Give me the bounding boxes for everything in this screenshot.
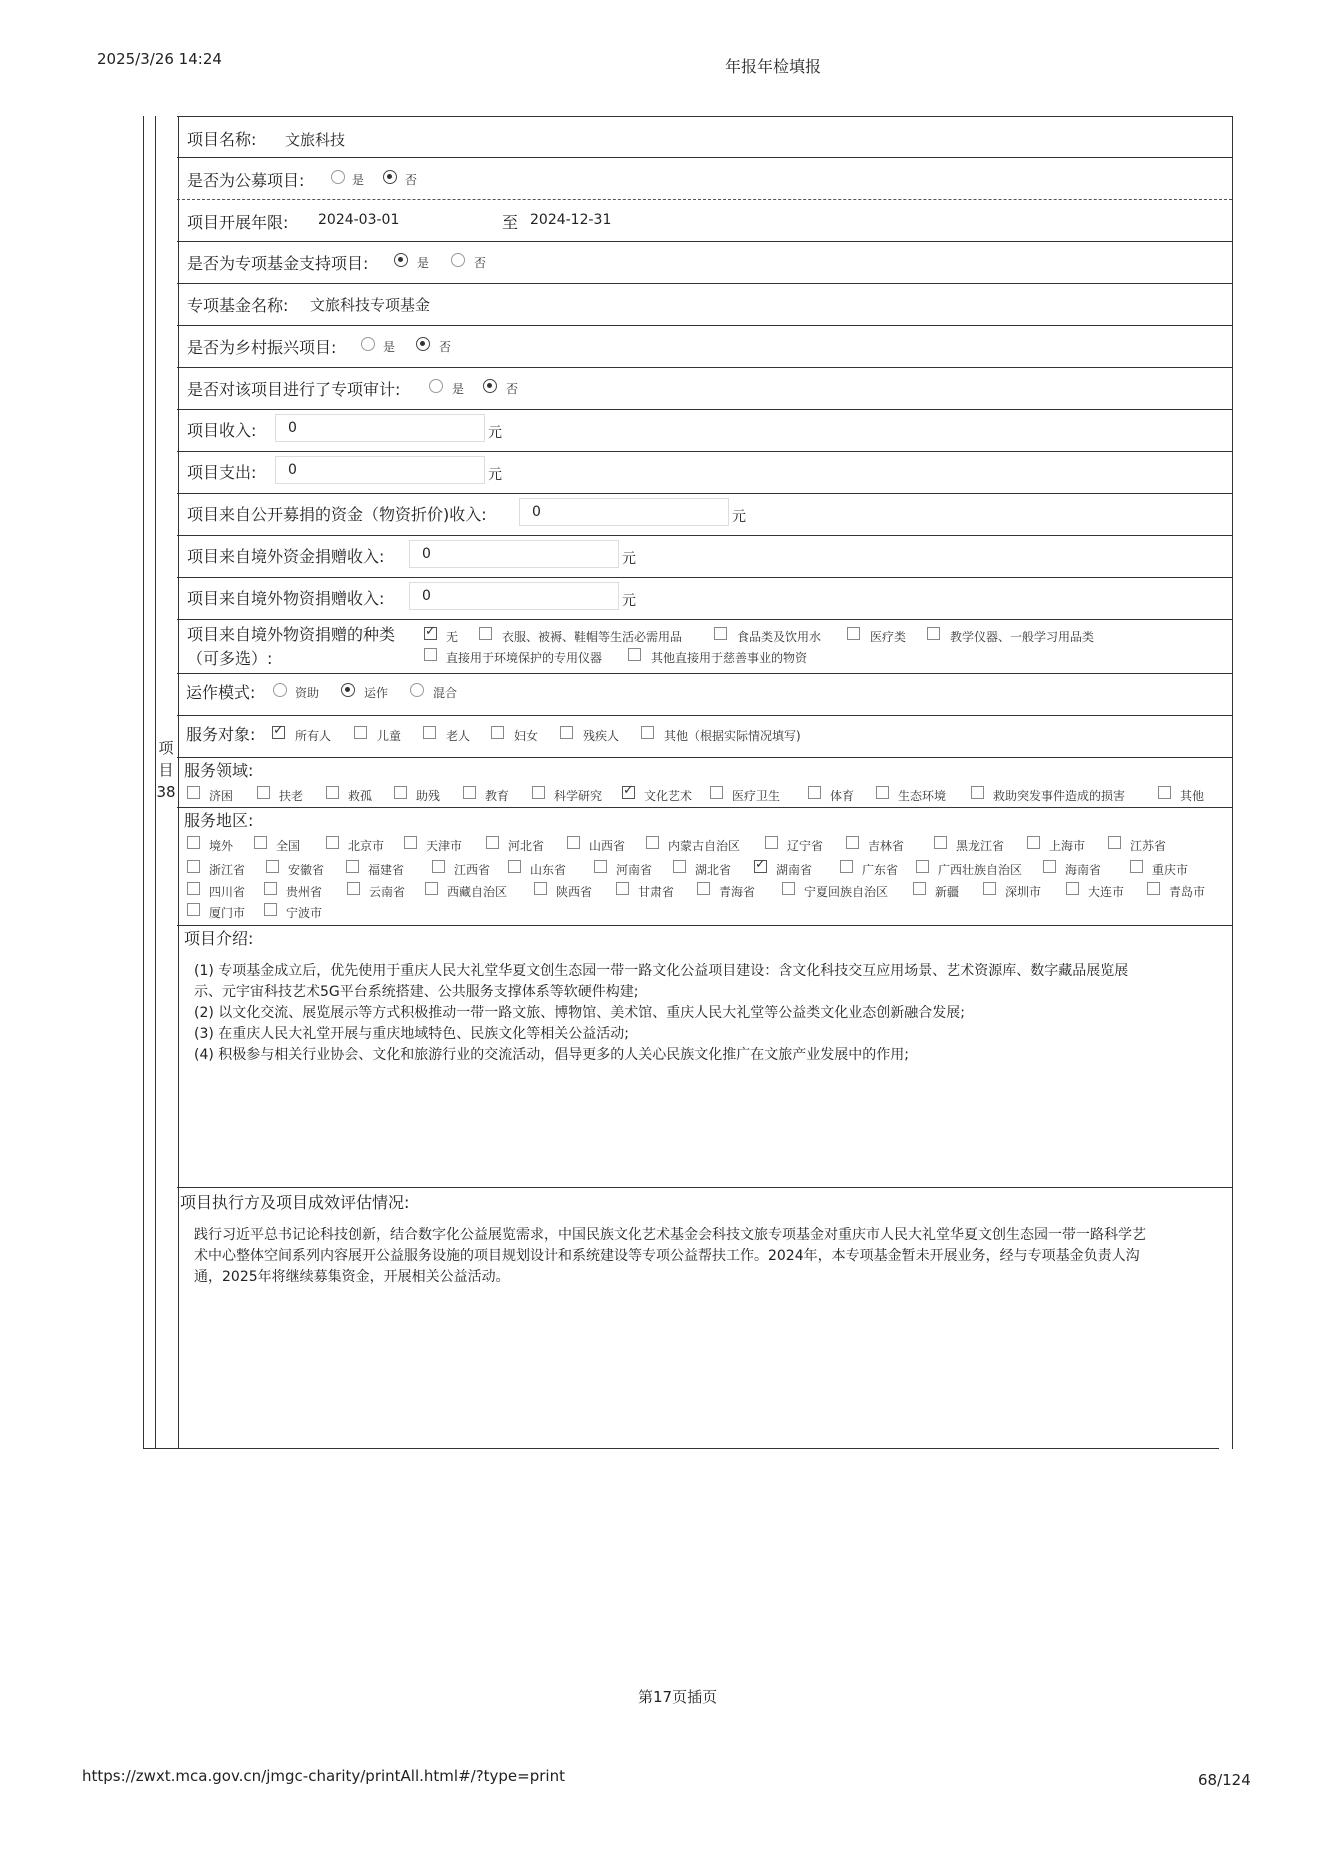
material-teaching-checkbox[interactable] xyxy=(927,627,940,640)
area-option-text: 河南省 xyxy=(616,863,653,877)
intro-line-5: (4) 积极参与相关行业协会、文化和旅游行业的交流活动，倡导更多的人关心民族文化推广在文旅产业发展中的作用; xyxy=(194,1047,909,1063)
area-option-checkbox[interactable] xyxy=(254,836,267,849)
field-option-checkbox[interactable] xyxy=(257,786,270,799)
special-fund-label: 是否为专项基金支持项目: xyxy=(187,254,369,273)
area-option-checkbox[interactable] xyxy=(266,860,279,873)
area-option-text: 北京市 xyxy=(348,839,385,853)
special-fund-name-label: 专项基金名称: xyxy=(187,296,289,315)
area-option-checkbox[interactable] xyxy=(983,882,996,895)
target-disabled-text: 残疾人 xyxy=(583,729,620,743)
area-option-text: 新疆 xyxy=(935,885,960,899)
area-option-text: 山东省 xyxy=(530,863,567,877)
area-option-text: 境外 xyxy=(209,839,234,853)
operation-operate-text: 运作 xyxy=(364,686,389,700)
row-operation-mode xyxy=(177,674,1232,716)
income-input[interactable]: 0 xyxy=(275,414,485,442)
page-title: 年报年检填报 xyxy=(725,57,822,76)
field-option-checkbox[interactable] xyxy=(808,786,821,799)
area-option-text: 河北省 xyxy=(508,839,545,853)
field-option-text: 科学研究 xyxy=(554,789,603,803)
operation-funding-text: 资助 xyxy=(295,686,320,700)
service-field-label: 服务领域: xyxy=(184,761,254,780)
public-income-input[interactable]: 0 xyxy=(519,498,729,526)
area-option-checkbox[interactable] xyxy=(486,836,499,849)
rural-yes-radio[interactable] xyxy=(361,337,375,351)
field-option-text: 教育 xyxy=(485,789,510,803)
material-types-multi-label: （可多选）: xyxy=(187,649,273,668)
area-option-text: 陕西省 xyxy=(556,885,593,899)
field-option-text: 体育 xyxy=(830,789,855,803)
material-none-checkbox[interactable] xyxy=(424,627,437,640)
special-fund-name-value: 文旅科技专项基金 xyxy=(310,296,431,314)
field-option-checkbox[interactable] xyxy=(463,786,476,799)
field-option-checkbox[interactable] xyxy=(876,786,889,799)
intro-line-4: (3) 在重庆人民大礼堂开展与重庆地域特色、民族文化等相关公益活动; xyxy=(194,1026,629,1042)
area-option-checkbox[interactable] xyxy=(187,903,200,916)
target-disabled-checkbox[interactable] xyxy=(560,726,573,739)
area-option-text: 江苏省 xyxy=(1130,839,1167,853)
area-option-checkbox[interactable] xyxy=(916,860,929,873)
rural-no-radio[interactable] xyxy=(416,337,430,351)
service-target-label: 服务对象: xyxy=(186,725,256,744)
print-datetime: 2025/3/26 14:24 xyxy=(97,50,222,68)
operation-mode-label: 运作模式: xyxy=(186,683,256,702)
material-types-label: 项目来自境外物资捐赠的种类 xyxy=(187,625,396,644)
audited-yes-radio[interactable] xyxy=(429,379,443,393)
area-option-text: 深圳市 xyxy=(1005,885,1042,899)
overseas-material-label: 项目来自境外物资捐赠收入: xyxy=(187,589,385,608)
area-option-text: 甘肃省 xyxy=(638,885,675,899)
area-option-checkbox[interactable] xyxy=(404,836,417,849)
area-option-checkbox[interactable] xyxy=(534,882,547,895)
area-option-text: 广西壮族自治区 xyxy=(938,863,1023,877)
area-option-checkbox[interactable] xyxy=(347,882,360,895)
special-fund-yes-radio[interactable] xyxy=(394,253,408,267)
area-option-text: 辽宁省 xyxy=(787,839,824,853)
area-option-text: 黑龙江省 xyxy=(956,839,1005,853)
field-option-text: 其他 xyxy=(1180,789,1205,803)
field-option-checkbox[interactable] xyxy=(971,786,984,799)
print-url: https://zwxt.mca.gov.cn/jmgc-charity/printAll.html#/?type=print xyxy=(82,1767,565,1785)
public-fundraising-yes-radio[interactable] xyxy=(331,170,345,184)
area-option-checkbox[interactable] xyxy=(1130,860,1143,873)
area-option-text: 福建省 xyxy=(368,863,405,877)
area-option-checkbox[interactable] xyxy=(765,836,778,849)
rural-label: 是否为乡村振兴项目: xyxy=(187,338,337,357)
area-option-checkbox[interactable] xyxy=(697,882,710,895)
material-other-checkbox[interactable] xyxy=(628,648,641,661)
area-option-checkbox[interactable] xyxy=(840,860,853,873)
special-fund-no-radio[interactable] xyxy=(451,253,465,267)
area-option-checkbox[interactable] xyxy=(567,836,580,849)
area-option-checkbox[interactable] xyxy=(1066,882,1079,895)
public-fundraising-no-text: 否 xyxy=(405,173,418,187)
area-option-text: 吉林省 xyxy=(868,839,905,853)
area-option-text: 宁夏回族自治区 xyxy=(804,885,889,899)
project-name-value: 文旅科技 xyxy=(285,131,346,149)
period-end-value: 2024-12-31 xyxy=(530,212,612,228)
area-option-text: 青海省 xyxy=(719,885,756,899)
overseas-fund-input[interactable]: 0 xyxy=(409,540,619,568)
target-children-checkbox[interactable] xyxy=(354,726,367,739)
field-option-text: 救助突发事件造成的损害 xyxy=(993,789,1126,803)
area-option-checkbox[interactable] xyxy=(616,882,629,895)
period-label: 项目开展年限: xyxy=(187,213,289,232)
area-option-checkbox[interactable] xyxy=(913,882,926,895)
public-fundraising-yes-text: 是 xyxy=(352,173,365,187)
field-option-checkbox[interactable] xyxy=(1158,786,1171,799)
area-option-checkbox[interactable] xyxy=(187,882,200,895)
material-medical-text: 医疗类 xyxy=(870,630,907,644)
target-children-text: 儿童 xyxy=(377,729,402,743)
area-option-checkbox[interactable] xyxy=(264,882,277,895)
expense-unit: 元 xyxy=(488,467,502,483)
area-option-checkbox[interactable] xyxy=(754,860,767,873)
intro-line-3: (2) 以文化交流、展览展示等方式积极推动一带一路文旅、博物馆、美术馆、重庆人民大礼堂等公益类文化业态创新融合发展; xyxy=(194,1005,965,1021)
material-other-text: 其他直接用于慈善事业的物资 xyxy=(651,651,808,665)
evaluation-line-2: 术中心整体空间系列内容展开公益服务设施的项目规划设计和系统建设等专项公益帮扶工作。2024年，本专项基金暂未开展业务，经与专项基金负责人沟 xyxy=(194,1248,1140,1264)
overseas-fund-label: 项目来自境外资金捐赠收入: xyxy=(187,547,385,566)
public-fundraising-label: 是否为公募项目: xyxy=(187,171,305,190)
expense-input[interactable]: 0 xyxy=(275,456,485,484)
area-option-checkbox[interactable] xyxy=(432,860,445,873)
area-option-text: 江西省 xyxy=(454,863,491,877)
field-option-checkbox[interactable] xyxy=(622,786,635,799)
area-option-checkbox[interactable] xyxy=(187,860,200,873)
operation-mixed-text: 混合 xyxy=(433,686,458,700)
area-option-text: 安徽省 xyxy=(288,863,325,877)
evaluation-label: 项目执行方及项目成效评估情况: xyxy=(180,1193,410,1212)
target-elderly-checkbox[interactable] xyxy=(423,726,436,739)
field-option-checkbox[interactable] xyxy=(710,786,723,799)
area-option-checkbox[interactable] xyxy=(1108,836,1121,849)
area-option-checkbox[interactable] xyxy=(264,903,277,916)
area-option-checkbox[interactable] xyxy=(1147,882,1160,895)
operation-operate-radio[interactable] xyxy=(341,683,355,697)
area-option-text: 天津市 xyxy=(426,839,463,853)
area-option-checkbox[interactable] xyxy=(934,836,947,849)
material-medical-checkbox[interactable] xyxy=(847,627,860,640)
field-option-text: 救孤 xyxy=(348,789,373,803)
area-option-checkbox[interactable] xyxy=(846,836,859,849)
audited-no-radio[interactable] xyxy=(483,379,497,393)
target-other-checkbox[interactable] xyxy=(641,726,654,739)
intro-label: 项目介绍: xyxy=(184,929,254,948)
income-label: 项目收入: xyxy=(187,421,257,440)
overseas-fund-unit: 元 xyxy=(622,551,636,567)
public-fundraising-no-radio[interactable] xyxy=(383,170,397,184)
area-option-text: 全国 xyxy=(276,839,301,853)
rural-yes-text: 是 xyxy=(383,340,396,354)
area-option-checkbox[interactable] xyxy=(187,836,200,849)
area-option-checkbox[interactable] xyxy=(646,836,659,849)
evaluation-line-1: 践行习近平总书记论科技创新，结合数字化公益展览需求，中国民族文化艺术基金会科技文旅专项基金对重庆市人民大礼堂华夏文创生态园一带一路科学艺 xyxy=(194,1227,1146,1243)
target-women-text: 妇女 xyxy=(514,729,539,743)
area-option-text: 上海市 xyxy=(1049,839,1086,853)
area-option-checkbox[interactable] xyxy=(326,836,339,849)
area-option-text: 四川省 xyxy=(209,885,246,899)
target-all-text: 所有人 xyxy=(295,729,332,743)
area-option-text: 青岛市 xyxy=(1169,885,1206,899)
expense-label: 项目支出: xyxy=(187,463,257,482)
intro-line-1: (1) 专项基金成立后，优先使用于重庆人民大礼堂华夏文创生态园一带一路文化公益项目建设：含文化科技交互应用场景、艺术资源库、数字藏品展览展 xyxy=(194,963,1129,979)
field-option-text: 生态环境 xyxy=(898,789,947,803)
area-option-text: 大连市 xyxy=(1088,885,1125,899)
field-option-checkbox[interactable] xyxy=(532,786,545,799)
target-elderly-text: 老人 xyxy=(446,729,471,743)
period-start-value: 2024-03-01 xyxy=(318,212,400,228)
area-option-checkbox[interactable] xyxy=(1027,836,1040,849)
field-option-checkbox[interactable] xyxy=(394,786,407,799)
area-option-text: 山西省 xyxy=(589,839,626,853)
period-to-text: 至 xyxy=(502,213,519,232)
material-environment-checkbox[interactable] xyxy=(424,648,437,661)
area-option-text: 湖南省 xyxy=(776,863,813,877)
material-food-checkbox[interactable] xyxy=(714,627,727,640)
public-income-unit: 元 xyxy=(732,509,746,525)
area-option-checkbox[interactable] xyxy=(673,860,686,873)
special-fund-no-text: 否 xyxy=(474,256,487,270)
income-unit: 元 xyxy=(488,425,502,441)
area-option-text: 西藏自治区 xyxy=(447,885,508,899)
material-clothes-text: 衣服、被褥、鞋帽等生活必需用品 xyxy=(502,630,683,644)
area-option-text: 重庆市 xyxy=(1152,863,1189,877)
field-option-checkbox[interactable] xyxy=(187,786,200,799)
operation-mixed-radio[interactable] xyxy=(410,683,424,697)
service-area-label: 服务地区: xyxy=(184,811,254,830)
intro-text xyxy=(194,961,1214,1066)
area-option-text: 云南省 xyxy=(369,885,406,899)
target-all-checkbox[interactable] xyxy=(272,726,285,739)
area-option-text: 厦门市 xyxy=(209,906,246,920)
area-option-checkbox[interactable] xyxy=(594,860,607,873)
operation-funding-radio[interactable] xyxy=(273,683,287,697)
material-clothes-checkbox[interactable] xyxy=(479,627,492,640)
material-none-text: 无 xyxy=(446,630,459,644)
special-fund-yes-text: 是 xyxy=(417,256,430,270)
field-option-text: 医疗卫生 xyxy=(732,789,781,803)
area-option-checkbox[interactable] xyxy=(782,882,795,895)
page-number: 68/124 xyxy=(1198,1771,1251,1789)
intro-line-2: 示、元宇宙科技艺术5G平台系统搭建、公共服务支撑体系等软硬件构建; xyxy=(194,984,639,1000)
field-option-text: 助残 xyxy=(416,789,441,803)
audited-no-text: 否 xyxy=(506,382,519,396)
area-option-checkbox[interactable] xyxy=(425,882,438,895)
area-option-text: 湖北省 xyxy=(695,863,732,877)
area-option-text: 浙江省 xyxy=(209,863,246,877)
project-name-label: 项目名称: xyxy=(187,130,257,149)
target-women-checkbox[interactable] xyxy=(491,726,504,739)
field-option-text: 济困 xyxy=(209,789,234,803)
overseas-material-input[interactable]: 0 xyxy=(409,582,619,610)
evaluation-line-3: 通，2025年将继续募集资金，开展相关公益活动。 xyxy=(194,1269,510,1285)
area-option-checkbox[interactable] xyxy=(346,860,359,873)
field-option-text: 扶老 xyxy=(279,789,304,803)
rural-no-text: 否 xyxy=(439,340,452,354)
material-teaching-text: 教学仪器、一般学习用品类 xyxy=(950,630,1095,644)
section-label: 项目38 xyxy=(156,739,176,801)
material-environment-text: 直接用于环境保护的专用仪器 xyxy=(446,651,603,665)
audited-label: 是否对该项目进行了专项审计: xyxy=(187,380,401,399)
area-option-text: 海南省 xyxy=(1065,863,1102,877)
area-option-checkbox[interactable] xyxy=(508,860,521,873)
overseas-material-unit: 元 xyxy=(622,593,636,609)
area-option-checkbox[interactable] xyxy=(1043,860,1056,873)
area-option-text: 宁波市 xyxy=(286,906,323,920)
area-option-text: 内蒙古自治区 xyxy=(668,839,741,853)
area-option-text: 贵州省 xyxy=(286,885,323,899)
field-option-checkbox[interactable] xyxy=(326,786,339,799)
audited-yes-text: 是 xyxy=(452,382,465,396)
insert-page-label: 第17页插页 xyxy=(638,1688,718,1706)
material-food-text: 食品类及饮用水 xyxy=(737,630,822,644)
area-option-text: 广东省 xyxy=(862,863,899,877)
target-other-text: 其他（根据实际情况填写) xyxy=(664,729,801,743)
evaluation-text xyxy=(194,1225,1214,1288)
public-income-label: 项目来自公开募捐的资金（物资折价)收入: xyxy=(187,505,487,524)
field-option-text: 文化艺术 xyxy=(644,789,693,803)
